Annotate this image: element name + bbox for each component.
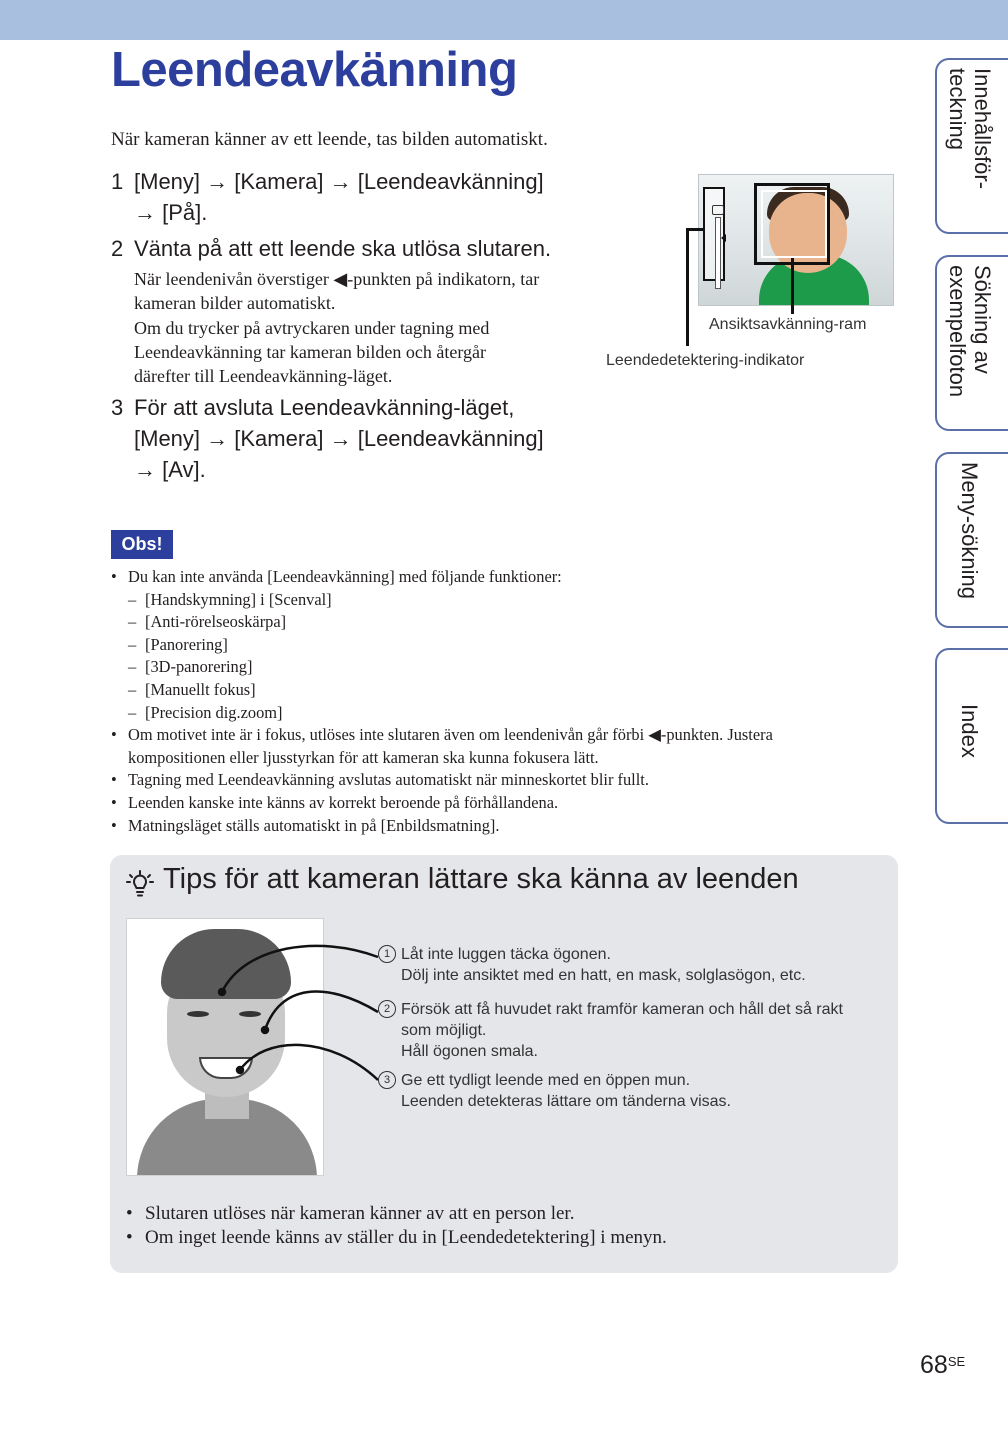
note-item: • Matningsläget ställs automatiskt in på [Enbildsmatning]. — [111, 815, 500, 835]
tips-bullet-item: • Om inget leende känns av ställer du in [Leendedetektering] i menyn. — [126, 1227, 667, 1248]
indicator-bar — [715, 217, 721, 289]
tip-number: 2 — [378, 1000, 396, 1018]
callout-lines — [210, 930, 390, 1090]
detail-line: Leendeavkänning tar kameran bilden och återgår — [134, 341, 487, 362]
lightbulb-icon — [125, 869, 155, 899]
tab-label: Innehållsför- teckning — [945, 68, 995, 190]
step-line: För att avsluta Leendeavkänning-läget, — [134, 395, 515, 420]
step-number: 2 — [111, 236, 124, 261]
camera-screen-illustration — [698, 174, 894, 306]
top-banner — [0, 0, 1008, 40]
detail-line: kameran bilder automatiskt. — [134, 293, 336, 314]
intro-text: När kameran känner av ett leende, tas bilden automatiskt. — [111, 129, 548, 150]
page-title: Leendeavkänning — [111, 43, 518, 97]
tab-label: Sökning av exempelfoton — [945, 265, 995, 398]
step-line: → [På]. — [134, 200, 208, 225]
tab-sample-photo-search[interactable] — [935, 255, 1008, 431]
note-subitem: – [Handskymning] i [Scenval] — [128, 589, 332, 609]
tab-label: Index — [957, 704, 982, 758]
tab-index[interactable] — [935, 648, 1008, 824]
tip-number: 1 — [378, 945, 396, 963]
detail-line: Om du trycker på avtryckaren under tagning med — [134, 317, 490, 338]
indicator-leader-line — [686, 228, 689, 346]
step-line: [Meny] → [Kamera] → [Leendeavkänning] — [134, 169, 544, 194]
callout-line-3 — [240, 1045, 378, 1080]
callout-dot-2 — [262, 1027, 268, 1033]
smile-detection-indicator — [703, 187, 725, 281]
tips-title: Tips för att kameran lättare ska känna av leenden — [163, 863, 799, 895]
indicator-leader-tick — [686, 228, 704, 231]
note-subitem: – [Anti-rörelseoskärpa] — [128, 612, 287, 632]
step-number: 3 — [111, 395, 124, 420]
note-item: • Leenden kanske inte känns av korrekt beroende på förhållandena. — [111, 792, 559, 812]
callout-dot-3 — [237, 1067, 243, 1073]
page-number: $68^{SE}$ — [920, 1351, 966, 1379]
note-item: • Om motivet inte är i fokus, utlöses inte slutaren även om leendenivån går förbi ◀-punkten. Justera kompositionen eller ljusstyrkan för att kameran ska kunna fokusera lätt. — [111, 725, 773, 767]
note-item: • Tagning med Leendeavkänning avslutas automatiskt när minneskortet blir fullt. — [111, 770, 649, 790]
tab-menu-search[interactable] — [935, 452, 1008, 628]
frame-leader-line — [791, 258, 794, 314]
step-2-details — [134, 267, 604, 388]
tab-label: Meny-sökning — [957, 462, 982, 599]
notes-list — [111, 566, 871, 837]
indicator-pointer-icon — [721, 234, 726, 242]
detail-line: därefter till Leendeavkänning-läget. — [134, 366, 393, 387]
tips-bullets — [126, 1202, 886, 1250]
caption-smile-indicator: Leendedetektering-indikator — [606, 352, 805, 369]
caption-face-frame: Ansiktsavkänning-ram — [709, 316, 867, 333]
note-subitem: – [Manuellt fokus] — [128, 679, 256, 699]
callout-line-1 — [222, 946, 378, 992]
step-line: Vänta på att ett leende ska utlösa slutaren. — [134, 236, 552, 261]
note-subitem: – [Precision dig.zoom] — [128, 702, 283, 722]
tip-number: 3 — [378, 1071, 396, 1089]
step-line: [Meny] → [Kamera] → [Leendeavkänning] — [134, 426, 544, 451]
tips-box: Tips för att kameran lättare ska känna av leenden 1 Låt inte luggen täcka ögonen. Dölj inte ansiktet med en hatt, en mask, solglasögon, etc. 2 Försök att få huvudet rakt framför kameran och håll det så rakt som möjligt. Håll ögonen smala. 3 Ge ett tydligt leende med en öppen mun. Leenden detekteras lättare om tänderna visas. • Slutaren utlöses när kameran känner av att en person ler. • Om inget leende känns av ställer du in [Leendedetektering] i menyn. — [110, 855, 898, 1273]
callout-line-2 — [265, 991, 378, 1030]
face-detection-frame-inner — [761, 190, 827, 258]
callout-dot-1 — [219, 989, 225, 995]
note-item: • Du kan inte använda [Leendeavkänning] med följande funktioner: — [111, 567, 562, 586]
note-subitem: – [Panorering] — [128, 634, 228, 654]
step-line: → [Av]. — [134, 457, 206, 482]
note-label: Obs! — [111, 530, 173, 559]
tab-table-of-contents[interactable] — [935, 58, 1008, 234]
note-subitem: – [3D-panorering] — [128, 657, 253, 677]
detail-line: När leendenivån överstiger ◀-punkten på indikatorn, tar — [134, 269, 540, 289]
step-number: 1 — [111, 169, 124, 194]
smile-icon — [712, 205, 724, 215]
tips-bullet-item: • Slutaren utlöses när kameran känner av att en person ler. — [126, 1203, 575, 1224]
